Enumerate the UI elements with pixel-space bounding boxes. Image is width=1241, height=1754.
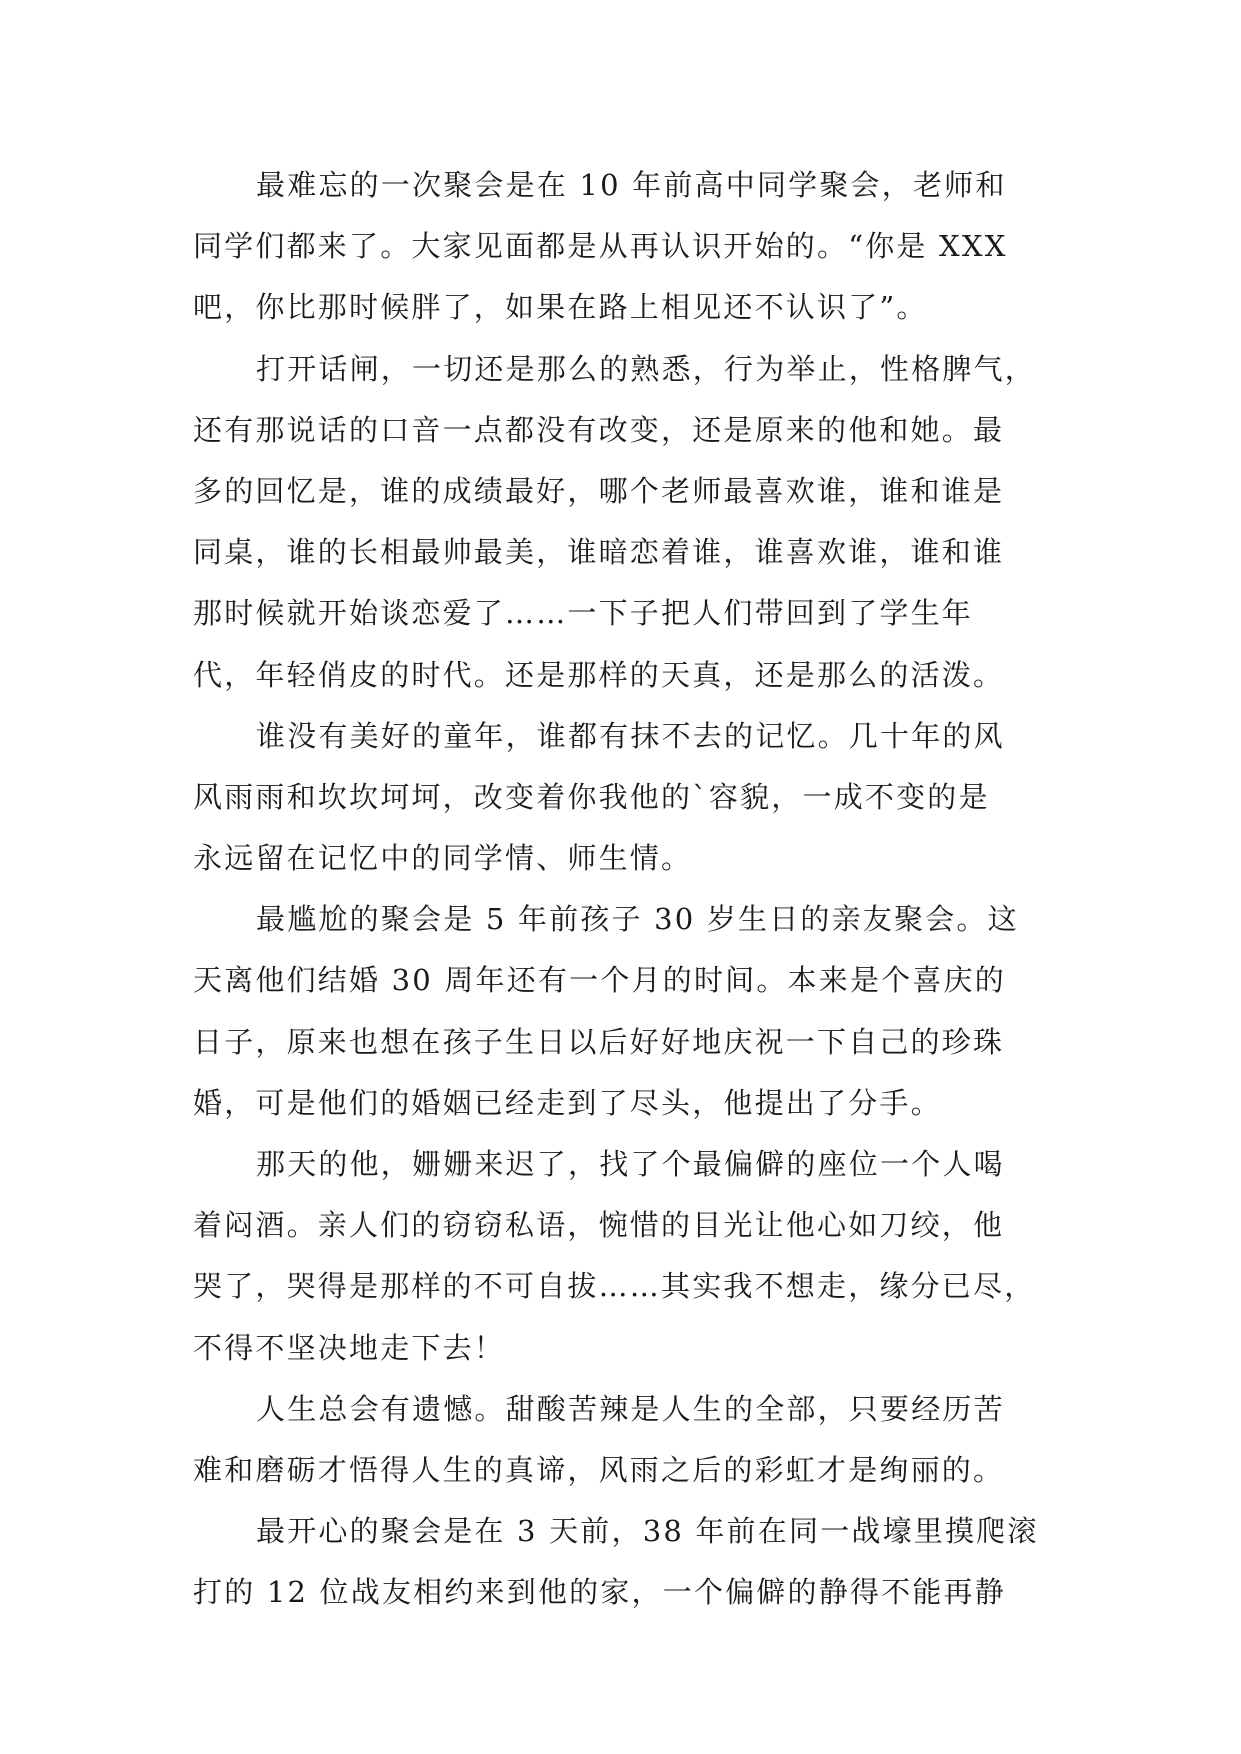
text-line: 日子，原来也想在孩子生日以后好好地庆祝一下自己的珍珠 — [193, 1024, 1005, 1059]
text-line: 谁没有美好的童年，谁都有抹不去的记忆。几十年的风 — [256, 718, 1005, 753]
text-line: 多的回忆是，谁的成绩最好，哪个老师最喜欢谁，谁和谁是 — [193, 473, 1005, 508]
paragraph — [193, 889, 1053, 1134]
text-line: 哭了，哭得是那样的不可自拔……其实我不想走，缘分已尽， — [193, 1269, 1036, 1304]
text-line: 不得不坚决地走下去！ — [193, 1330, 506, 1365]
text-line: 人生总会有遗憾。甜酸苦辣是人生的全部，只要经历苦 — [256, 1391, 1005, 1426]
paragraph — [193, 1501, 1053, 1623]
text-line: 代，年轻俏皮的时代。还是那样的天真，还是那么的活泼。 — [193, 657, 1005, 692]
text-line: 风雨雨和坎坎坷坷，改变着你我他的`容貌，一成不变的是 — [193, 779, 990, 814]
text-line: 打开话闸，一切还是那么的熟悉，行为举止，性格脾气， — [256, 351, 1037, 386]
text-line: 最难忘的一次聚会是在 10 年前高中同学聚会，老师和 — [256, 168, 1007, 202]
text-line: 同桌，谁的长相最帅最美，谁暗恋着谁，谁喜欢谁，谁和谁 — [193, 535, 1005, 570]
text-line: 吧，你比那时候胖了，如果在路上相见还不认识了”。 — [193, 290, 928, 325]
text-line: 天离他们结婚 30 周年还有一个月的时间。本来是个喜庆的 — [193, 963, 1006, 998]
text-line: 永远留在记忆中的同学情、师生情。 — [193, 841, 693, 876]
paragraph — [193, 339, 1053, 706]
document-body — [193, 155, 1053, 1624]
paragraph — [193, 1379, 1053, 1501]
text-line: 那天的他，姗姗来迟了，找了个最偏僻的座位一个人喝 — [256, 1147, 1005, 1181]
paragraph — [193, 1134, 1053, 1379]
text-line: 着闷酒。亲人们的窃窃私语，惋惜的目光让他心如刀绞，他 — [193, 1208, 1005, 1243]
text-line: 难和磨砺才悟得人生的真谛，风雨之后的彩虹才是绚丽的。 — [193, 1452, 1005, 1487]
text-line: 还有那说话的口音一点都没有改变，还是原来的他和她。最 — [193, 412, 1005, 447]
text-line: 那时候就开始谈恋爱了……一下子把人们带回到了学生年 — [193, 596, 974, 631]
paragraph — [193, 706, 1053, 890]
paragraph — [193, 155, 1053, 339]
text-line: 最尴尬的聚会是 5 年前孩子 30 岁生日的亲友聚会。这 — [256, 902, 1019, 937]
text-line: 同学们都来了。大家见面都是从再认识开始的。“你是 XXX — [193, 229, 1008, 264]
text-line: 最开心的聚会是在 3 天前，38 年前在同一战壕里摸爬滚 — [256, 1514, 1039, 1549]
text-line: 婚，可是他们的婚姻已经走到了尽头，他提出了分手。 — [193, 1085, 942, 1120]
text-line: 打的 12 位战友相约来到他的家，一个偏僻的静得不能再静 — [193, 1575, 1006, 1610]
